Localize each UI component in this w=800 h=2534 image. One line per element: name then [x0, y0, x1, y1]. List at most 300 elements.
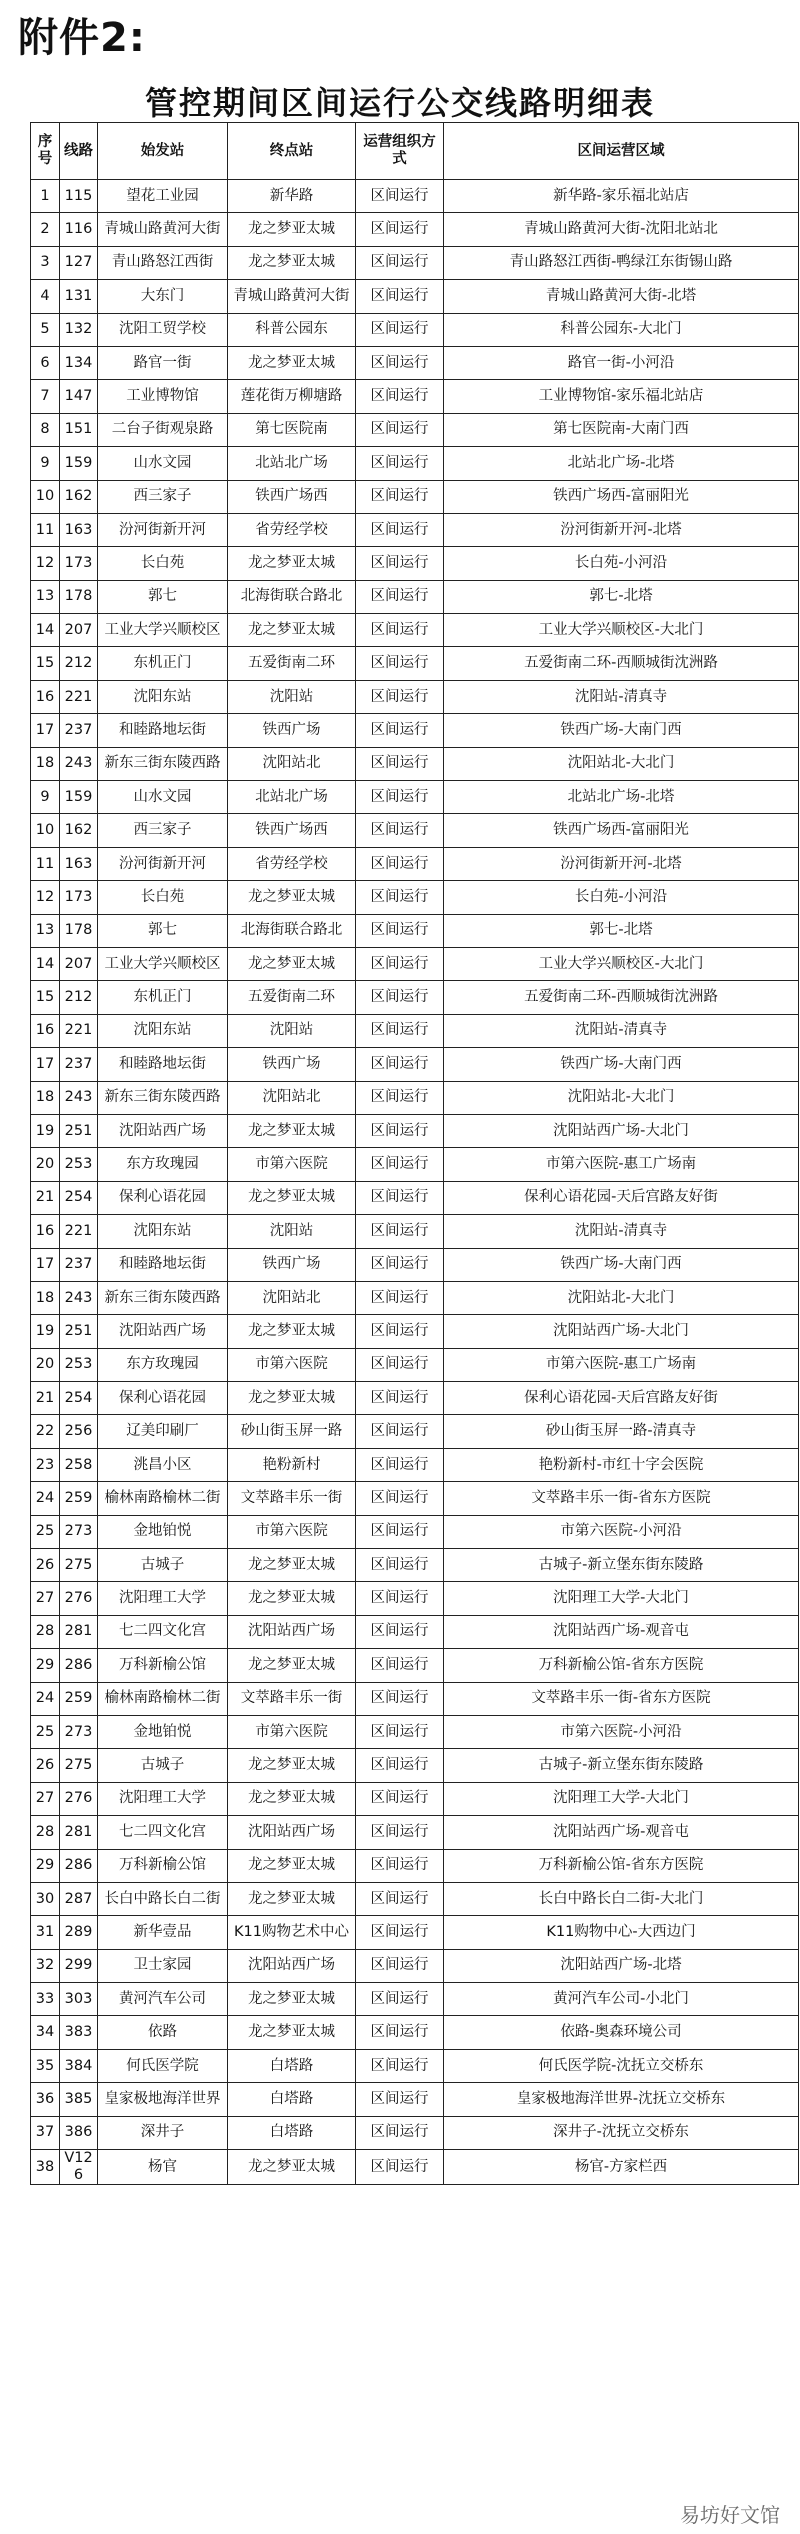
- cell-mode: 区间运行: [356, 313, 444, 346]
- cell-end: 青城山路黄河大街: [228, 280, 356, 313]
- cell-area: 郭七-北塔: [444, 914, 799, 947]
- cell-end: 市第六医院: [228, 1715, 356, 1748]
- cell-area: 古城子-新立堡东街东陵路: [444, 1549, 799, 1582]
- cell-start: 郭七: [98, 580, 228, 613]
- cell-line: 237: [60, 714, 98, 747]
- cell-end: 沈阳站北: [228, 1281, 356, 1314]
- table-row: [31, 1682, 799, 1715]
- cell-start: 长白苑: [98, 881, 228, 914]
- cell-end: 五爱街南二环: [228, 981, 356, 1014]
- cell-seq: 21: [31, 1382, 60, 1415]
- cell-area: 何氏医学院-沈抚立交桥东: [444, 2049, 799, 2082]
- cell-mode: 区间运行: [356, 1014, 444, 1047]
- cell-mode: 区间运行: [356, 547, 444, 580]
- cell-end: 沈阳站西广场: [228, 1816, 356, 1849]
- table-row: [31, 547, 799, 580]
- cell-mode: 区间运行: [356, 947, 444, 980]
- table-row: [31, 380, 799, 413]
- table-body: [31, 180, 799, 2185]
- cell-end: 沈阳站: [228, 680, 356, 713]
- cell-area: 汾河街新开河-北塔: [444, 847, 799, 880]
- table-row: [31, 1315, 799, 1348]
- cell-line: 276: [60, 1582, 98, 1615]
- cell-mode: 区间运行: [356, 747, 444, 780]
- cell-start: 沈阳理工大学: [98, 1582, 228, 1615]
- cell-line: 162: [60, 480, 98, 513]
- cell-mode: 区间运行: [356, 1081, 444, 1114]
- cell-seq: 24: [31, 1482, 60, 1515]
- cell-end: 龙之梦亚太城: [228, 1382, 356, 1415]
- cell-mode: 区间运行: [356, 1949, 444, 1982]
- cell-start: 长白苑: [98, 547, 228, 580]
- cell-area: 沈阳站-清真寺: [444, 1215, 799, 1248]
- cell-end: K11购物艺术中心: [228, 1916, 356, 1949]
- table-row: [31, 1148, 799, 1181]
- cell-end: 沈阳站: [228, 1014, 356, 1047]
- cell-end: 龙之梦亚太城: [228, 1582, 356, 1615]
- cell-line: 131: [60, 280, 98, 313]
- cell-line: 275: [60, 1549, 98, 1582]
- cell-area: 长白苑-小河沿: [444, 547, 799, 580]
- page-title: 管控期间区间运行公交线路明细表: [144, 84, 655, 122]
- cell-seq: 29: [31, 1649, 60, 1682]
- cell-start: 万科新榆公馆: [98, 1849, 228, 1882]
- cell-line: 134: [60, 346, 98, 379]
- cell-seq: 19: [31, 1114, 60, 1147]
- cell-end: 北海街联合路北: [228, 914, 356, 947]
- cell-area: 沈阳站西广场-大北门: [444, 1315, 799, 1348]
- cell-seq: 19: [31, 1315, 60, 1348]
- cell-start: 东机正门: [98, 647, 228, 680]
- cell-end: 北站北广场: [228, 447, 356, 480]
- cell-seq: 18: [31, 1081, 60, 1114]
- cell-seq: 34: [31, 2016, 60, 2049]
- cell-line: 221: [60, 1014, 98, 1047]
- cell-mode: 区间运行: [356, 1348, 444, 1381]
- cell-end: 文萃路丰乐一街: [228, 1482, 356, 1515]
- cell-seq: 16: [31, 1215, 60, 1248]
- cell-mode: 区间运行: [356, 1382, 444, 1415]
- table-row: [31, 1782, 799, 1815]
- cell-area: 市第六医院-小河沿: [444, 1715, 799, 1748]
- table-row: [31, 1949, 799, 1982]
- table-row: [31, 1916, 799, 1949]
- cell-seq: 13: [31, 580, 60, 613]
- cell-seq: 26: [31, 1749, 60, 1782]
- cell-start: 沈阳东站: [98, 680, 228, 713]
- cell-area: 沈阳站西广场-大北门: [444, 1114, 799, 1147]
- cell-start: 山水文园: [98, 781, 228, 814]
- cell-mode: 区间运行: [356, 1448, 444, 1481]
- cell-area: 市第六医院-惠工广场南: [444, 1148, 799, 1181]
- cell-area: 沈阳理工大学-大北门: [444, 1782, 799, 1815]
- cell-end: 市第六医院: [228, 1348, 356, 1381]
- cell-area: 艳粉新村-市红十字会医院: [444, 1448, 799, 1481]
- cell-mode: 区间运行: [356, 1281, 444, 1314]
- table-row: [31, 614, 799, 647]
- table-row: [31, 413, 799, 446]
- cell-mode: 区间运行: [356, 380, 444, 413]
- table-row: [31, 447, 799, 480]
- cell-mode: 区间运行: [356, 1415, 444, 1448]
- cell-start: 望花工业园: [98, 180, 228, 213]
- cell-seq: 4: [31, 280, 60, 313]
- cell-area: 市第六医院-小河沿: [444, 1515, 799, 1548]
- cell-seq: 37: [31, 2116, 60, 2149]
- cell-area: 北站北广场-北塔: [444, 781, 799, 814]
- table-row: [31, 580, 799, 613]
- cell-start: 榆林南路榆林二街: [98, 1682, 228, 1715]
- table-row: [31, 1281, 799, 1314]
- cell-seq: 23: [31, 1448, 60, 1481]
- header-mode: 运营组织方式: [356, 123, 444, 180]
- cell-start: 卫士家园: [98, 1949, 228, 1982]
- cell-end: 龙之梦亚太城: [228, 1549, 356, 1582]
- attachment-label: 附件2:: [18, 15, 146, 61]
- cell-start: 新东三街东陵西路: [98, 747, 228, 780]
- cell-seq: 5: [31, 313, 60, 346]
- cell-area: 青城山路黄河大街-沈阳北站北: [444, 213, 799, 246]
- cell-area: 沈阳理工大学-大北门: [444, 1582, 799, 1615]
- cell-seq: 12: [31, 547, 60, 580]
- cell-end: 北站北广场: [228, 781, 356, 814]
- cell-line: 212: [60, 981, 98, 1014]
- cell-seq: 17: [31, 1248, 60, 1281]
- cell-area: 工业大学兴顺校区-大北门: [444, 614, 799, 647]
- cell-area: 砂山街玉屏一路-清真寺: [444, 1415, 799, 1448]
- cell-end: 龙之梦亚太城: [228, 1849, 356, 1882]
- cell-end: 龙之梦亚太城: [228, 1181, 356, 1214]
- cell-end: 白塔路: [228, 2083, 356, 2116]
- cell-end: 砂山街玉屏一路: [228, 1415, 356, 1448]
- cell-seq: 6: [31, 346, 60, 379]
- cell-start: 工业大学兴顺校区: [98, 614, 228, 647]
- cell-seq: 31: [31, 1916, 60, 1949]
- cell-mode: 区间运行: [356, 1549, 444, 1582]
- cell-end: 沈阳站: [228, 1215, 356, 1248]
- header-seq: 序号: [31, 123, 60, 180]
- cell-start: 山水文园: [98, 447, 228, 480]
- cell-seq: 10: [31, 814, 60, 847]
- cell-line: 386: [60, 2116, 98, 2149]
- cell-mode: 区间运行: [356, 1582, 444, 1615]
- cell-area: 黄河汽车公司-小北门: [444, 1983, 799, 2016]
- cell-start: 新东三街东陵西路: [98, 1081, 228, 1114]
- cell-mode: 区间运行: [356, 1048, 444, 1081]
- cell-end: 省劳经学校: [228, 847, 356, 880]
- cell-start: 七二四文化宫: [98, 1816, 228, 1849]
- cell-seq: 24: [31, 1682, 60, 1715]
- cell-end: 龙之梦亚太城: [228, 1114, 356, 1147]
- cell-end: 白塔路: [228, 2116, 356, 2149]
- table-row: [31, 1382, 799, 1415]
- cell-line: 281: [60, 1816, 98, 1849]
- cell-area: 市第六医院-惠工广场南: [444, 1348, 799, 1381]
- cell-end: 铁西广场: [228, 714, 356, 747]
- cell-seq: 10: [31, 480, 60, 513]
- cell-mode: 区间运行: [356, 1682, 444, 1715]
- cell-seq: 28: [31, 1816, 60, 1849]
- table-row: [31, 1081, 799, 1114]
- cell-start: 万科新榆公馆: [98, 1649, 228, 1682]
- cell-seq: 8: [31, 413, 60, 446]
- cell-line: 178: [60, 580, 98, 613]
- cell-seq: 35: [31, 2049, 60, 2082]
- cell-seq: 38: [31, 2150, 60, 2185]
- cell-end: 龙之梦亚太城: [228, 614, 356, 647]
- cell-seq: 27: [31, 1782, 60, 1815]
- cell-end: 龙之梦亚太城: [228, 1882, 356, 1915]
- cell-end: 龙之梦亚太城: [228, 1649, 356, 1682]
- table-row: [31, 914, 799, 947]
- cell-end: 龙之梦亚太城: [228, 213, 356, 246]
- cell-area: 青城山路黄河大街-北塔: [444, 280, 799, 313]
- cell-area: 工业大学兴顺校区-大北门: [444, 947, 799, 980]
- cell-line: V126: [60, 2150, 98, 2185]
- cell-mode: 区间运行: [356, 1482, 444, 1515]
- cell-line: 254: [60, 1181, 98, 1214]
- cell-start: 新东三街东陵西路: [98, 1281, 228, 1314]
- cell-end: 龙之梦亚太城: [228, 947, 356, 980]
- cell-area: 依路-奥森环境公司: [444, 2016, 799, 2049]
- cell-mode: 区间运行: [356, 447, 444, 480]
- cell-area: 铁西广场西-富丽阳光: [444, 480, 799, 513]
- table-row: [31, 1849, 799, 1882]
- table-row: [31, 1415, 799, 1448]
- cell-start: 沈阳站西广场: [98, 1315, 228, 1348]
- cell-line: 384: [60, 2049, 98, 2082]
- cell-line: 243: [60, 747, 98, 780]
- cell-area: 沈阳站北-大北门: [444, 747, 799, 780]
- cell-start: 保利心语花园: [98, 1382, 228, 1415]
- cell-mode: 区间运行: [356, 413, 444, 446]
- cell-start: 东机正门: [98, 981, 228, 1014]
- cell-line: 287: [60, 1882, 98, 1915]
- cell-start: 榆林南路榆林二街: [98, 1482, 228, 1515]
- cell-end: 龙之梦亚太城: [228, 346, 356, 379]
- cell-end: 龙之梦亚太城: [228, 1749, 356, 1782]
- cell-line: 286: [60, 1649, 98, 1682]
- cell-start: 汾河街新开河: [98, 513, 228, 546]
- table-row: [31, 1215, 799, 1248]
- cell-mode: 区间运行: [356, 614, 444, 647]
- cell-mode: 区间运行: [356, 1181, 444, 1214]
- cell-seq: 11: [31, 513, 60, 546]
- cell-end: 龙之梦亚太城: [228, 2150, 356, 2185]
- cell-line: 256: [60, 1415, 98, 1448]
- cell-line: 147: [60, 380, 98, 413]
- table-row: [31, 1482, 799, 1515]
- cell-line: 237: [60, 1048, 98, 1081]
- cell-mode: 区间运行: [356, 346, 444, 379]
- cell-area: 沈阳站西广场-观音屯: [444, 1615, 799, 1648]
- cell-seq: 29: [31, 1849, 60, 1882]
- cell-line: 299: [60, 1949, 98, 1982]
- cell-seq: 20: [31, 1148, 60, 1181]
- cell-mode: 区间运行: [356, 1916, 444, 1949]
- cell-seq: 17: [31, 714, 60, 747]
- cell-end: 市第六医院: [228, 1148, 356, 1181]
- cell-line: 276: [60, 1782, 98, 1815]
- cell-line: 243: [60, 1281, 98, 1314]
- cell-mode: 区间运行: [356, 1816, 444, 1849]
- cell-seq: 26: [31, 1549, 60, 1582]
- cell-line: 173: [60, 547, 98, 580]
- cell-start: 古城子: [98, 1549, 228, 1582]
- cell-area: 皇家极地海洋世界-沈抚立交桥东: [444, 2083, 799, 2116]
- table-row: [31, 1749, 799, 1782]
- cell-end: 省劳经学校: [228, 513, 356, 546]
- cell-area: 保利心语花园-天后宫路友好街: [444, 1181, 799, 1214]
- cell-start: 青城山路黄河大街: [98, 213, 228, 246]
- cell-line: 207: [60, 614, 98, 647]
- cell-start: 东方玫瑰园: [98, 1348, 228, 1381]
- cell-seq: 21: [31, 1181, 60, 1214]
- cell-mode: 区间运行: [356, 1215, 444, 1248]
- cell-line: 253: [60, 1348, 98, 1381]
- table-row: [31, 2049, 799, 2082]
- cell-start: 路官一街: [98, 346, 228, 379]
- cell-end: 文萃路丰乐一街: [228, 1682, 356, 1715]
- cell-mode: 区间运行: [356, 1148, 444, 1181]
- cell-area: 长白中路长白二街-大北门: [444, 1882, 799, 1915]
- cell-start: 七二四文化宫: [98, 1615, 228, 1648]
- header-start: 始发站: [98, 123, 228, 180]
- cell-start: 沈阳站西广场: [98, 1114, 228, 1147]
- table-row: [31, 847, 799, 880]
- cell-end: 莲花街万柳塘路: [228, 380, 356, 413]
- cell-mode: 区间运行: [356, 180, 444, 213]
- cell-mode: 区间运行: [356, 213, 444, 246]
- cell-line: 162: [60, 814, 98, 847]
- cell-line: 385: [60, 2083, 98, 2116]
- cell-area: 路官一街-小河沿: [444, 346, 799, 379]
- cell-area: 杨官-方家栏西: [444, 2150, 799, 2185]
- cell-seq: 2: [31, 213, 60, 246]
- cell-end: 北海街联合路北: [228, 580, 356, 613]
- cell-seq: 7: [31, 380, 60, 413]
- cell-line: 178: [60, 914, 98, 947]
- cell-end: 龙之梦亚太城: [228, 1315, 356, 1348]
- cell-area: 第七医院南-大南门西: [444, 413, 799, 446]
- cell-area: K11购物中心-大西边门: [444, 1916, 799, 1949]
- table-row: [31, 480, 799, 513]
- cell-seq: 20: [31, 1348, 60, 1381]
- cell-mode: 区间运行: [356, 781, 444, 814]
- cell-mode: 区间运行: [356, 246, 444, 279]
- cell-end: 铁西广场西: [228, 480, 356, 513]
- cell-line: 254: [60, 1382, 98, 1415]
- cell-line: 207: [60, 947, 98, 980]
- cell-mode: 区间运行: [356, 847, 444, 880]
- cell-start: 金地铂悦: [98, 1515, 228, 1548]
- cell-start: 二台子街观泉路: [98, 413, 228, 446]
- cell-seq: 27: [31, 1582, 60, 1615]
- cell-start: 和睦路地坛街: [98, 714, 228, 747]
- cell-start: 新华壹品: [98, 1916, 228, 1949]
- cell-start: 洮昌小区: [98, 1448, 228, 1481]
- table-row: [31, 346, 799, 379]
- cell-area: 铁西广场-大南门西: [444, 714, 799, 747]
- table-row: [31, 246, 799, 279]
- cell-mode: 区间运行: [356, 981, 444, 1014]
- cell-mode: 区间运行: [356, 2150, 444, 2185]
- cell-end: 沈阳站西广场: [228, 1615, 356, 1648]
- cell-start: 和睦路地坛街: [98, 1048, 228, 1081]
- cell-line: 132: [60, 313, 98, 346]
- cell-seq: 25: [31, 1715, 60, 1748]
- header-end: 终点站: [228, 123, 356, 180]
- cell-seq: 18: [31, 1281, 60, 1314]
- cell-line: 212: [60, 647, 98, 680]
- cell-mode: 区间运行: [356, 1782, 444, 1815]
- cell-seq: 14: [31, 947, 60, 980]
- cell-start: 工业博物馆: [98, 380, 228, 413]
- cell-end: 铁西广场: [228, 1048, 356, 1081]
- cell-mode: 区间运行: [356, 1315, 444, 1348]
- cell-mode: 区间运行: [356, 1983, 444, 2016]
- cell-mode: 区间运行: [356, 1248, 444, 1281]
- cell-mode: 区间运行: [356, 914, 444, 947]
- table-header: [31, 123, 799, 180]
- cell-end: 龙之梦亚太城: [228, 1983, 356, 2016]
- table-row: [31, 947, 799, 980]
- cell-line: 159: [60, 447, 98, 480]
- table-row: [31, 814, 799, 847]
- cell-start: 工业大学兴顺校区: [98, 947, 228, 980]
- header-area: 区间运营区域: [444, 123, 799, 180]
- cell-end: 艳粉新村: [228, 1448, 356, 1481]
- cell-mode: 区间运行: [356, 1649, 444, 1682]
- table-row: [31, 1048, 799, 1081]
- cell-line: 115: [60, 180, 98, 213]
- header-line: 线路: [60, 123, 98, 180]
- cell-line: 303: [60, 1983, 98, 2016]
- cell-start: 长白中路长白二街: [98, 1882, 228, 1915]
- cell-end: 龙之梦亚太城: [228, 246, 356, 279]
- cell-line: 173: [60, 881, 98, 914]
- table-row: [31, 1549, 799, 1582]
- cell-area: 五爱街南二环-西顺城街沈洲路: [444, 647, 799, 680]
- watermark: 易坊好文馆: [680, 2503, 780, 2527]
- cell-area: 郭七-北塔: [444, 580, 799, 613]
- cell-line: 383: [60, 2016, 98, 2049]
- cell-mode: 区间运行: [356, 814, 444, 847]
- cell-end: 龙之梦亚太城: [228, 2016, 356, 2049]
- table-row: [31, 647, 799, 680]
- cell-end: 科普公园东: [228, 313, 356, 346]
- cell-line: 289: [60, 1916, 98, 1949]
- cell-line: 251: [60, 1114, 98, 1147]
- table-row: [31, 513, 799, 546]
- table-row: [31, 781, 799, 814]
- table-row: [31, 1649, 799, 1682]
- table-row: [31, 1515, 799, 1548]
- cell-mode: 区间运行: [356, 680, 444, 713]
- header-row: [31, 123, 799, 180]
- cell-mode: 区间运行: [356, 580, 444, 613]
- cell-mode: 区间运行: [356, 2016, 444, 2049]
- cell-end: 龙之梦亚太城: [228, 881, 356, 914]
- cell-end: 铁西广场西: [228, 814, 356, 847]
- cell-area: 青山路怒江西街-鸭绿江东街锡山路: [444, 246, 799, 279]
- table-row: [31, 213, 799, 246]
- table-row: [31, 1114, 799, 1147]
- cell-mode: 区间运行: [356, 1515, 444, 1548]
- cell-start: 皇家极地海洋世界: [98, 2083, 228, 2116]
- cell-start: 杨官: [98, 2150, 228, 2185]
- cell-line: 259: [60, 1482, 98, 1515]
